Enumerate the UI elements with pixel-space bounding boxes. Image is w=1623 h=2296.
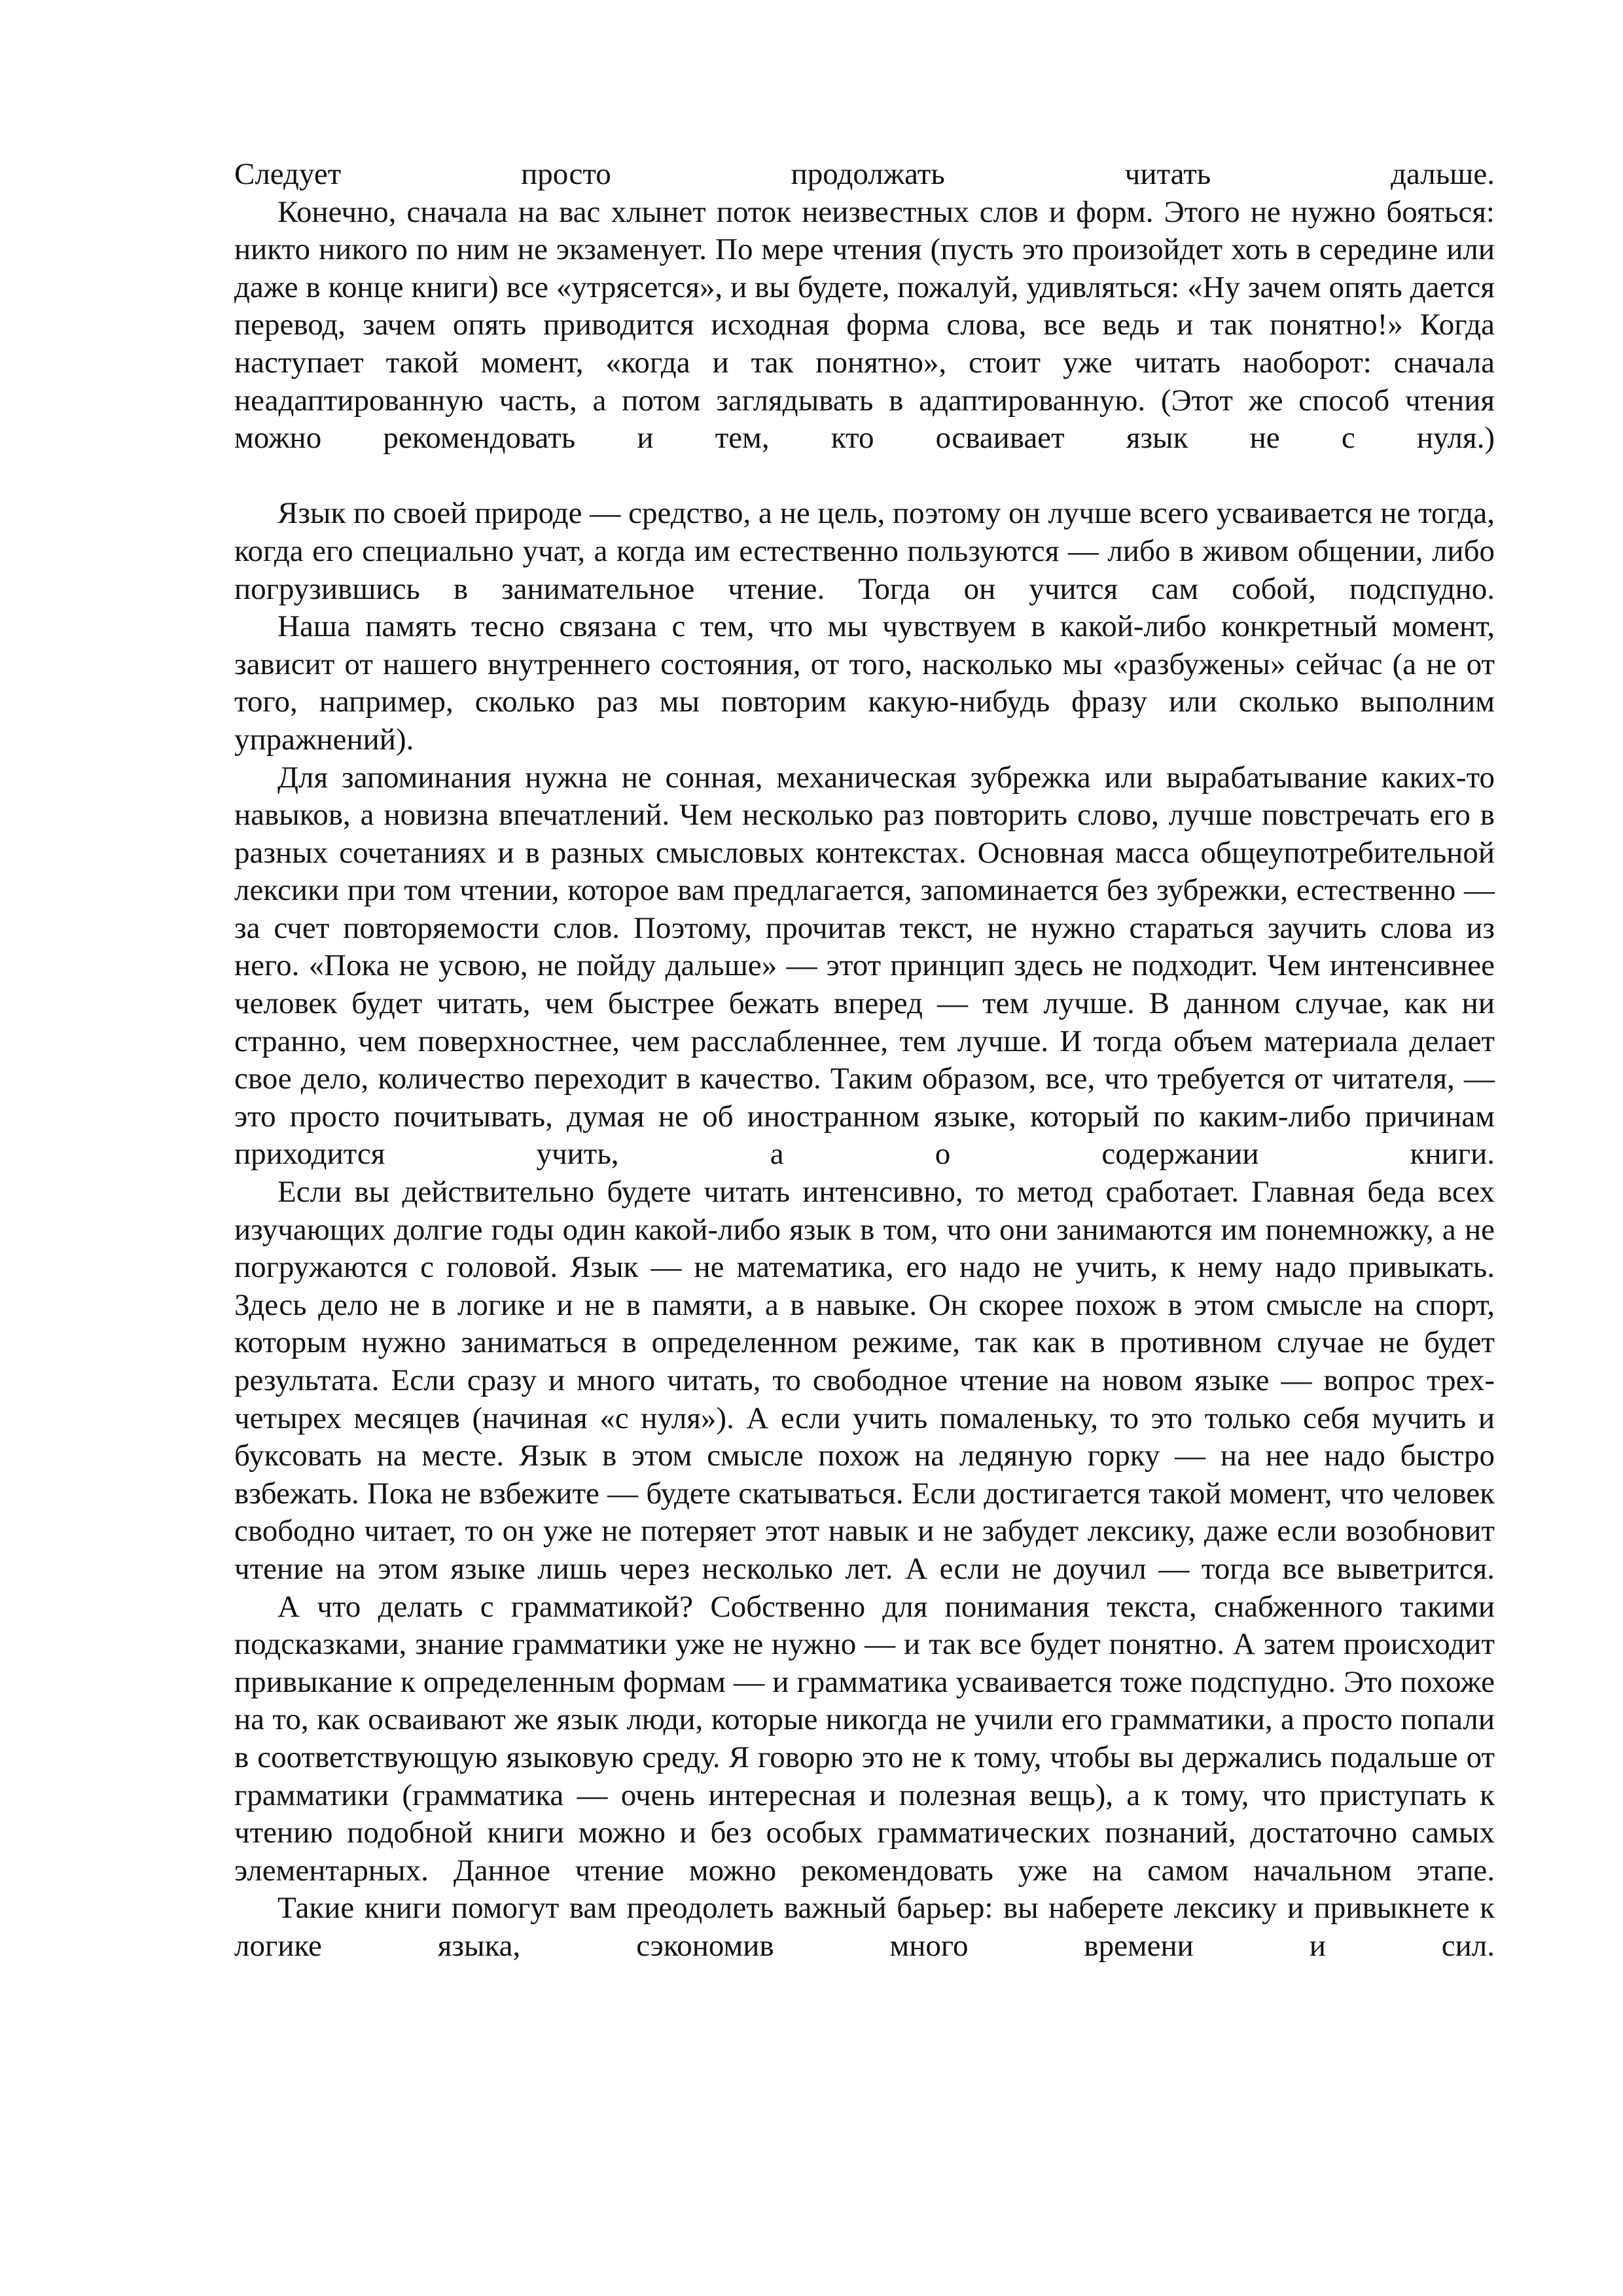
paragraph-conclusion: Такие книги помогут вам преодолеть важный барьер: вы наберете лексику и привыкнете к логике языка, сэкономив много времени и сил.	[234, 1891, 1495, 1963]
paragraph-spacer	[234, 457, 1495, 495]
paragraph-continue-reading: Следует просто продолжать читать дальше.	[234, 157, 1495, 191]
paragraph-grammar: А что делать с грамматикой? Собственно для понимания текста, снабженного такими подсказками, знание грамматики уже не нужно — и так все будет понятно. А затем происходит привыкание к определенным формам — и грамматика усваивается тоже подспудно. Это похоже на то, как осваивают же язык люди, которые никогда не учили его грамматики, а просто попали в соответствующую языковую среду. Я говорю это не к тому, чтобы вы держались подальше от грамматики (грамматика — очень интересная и полезная вещь), а к тому, что приступать к чтению подобной книги можно и без особых грамматических познаний, достаточно самых элементарных. Данное чтение можно рекомендовать уже на самом начальном этапе.	[234, 1589, 1495, 1888]
paragraph-memorization: Для запоминания нужна не сонная, механическая зубрежка или вырабатывание каких-то навыков, а новизна впечатлений. Чем несколько раз повторить слово, лучше повстречать его в разных сочетаниях и в разных смысловых контекстах. Основная масса общеупотребительной лексики при том чтении, которое вам предлагается, запоминается без зубрежки, естественно — за счет повторяемости слов. Поэтому, прочитав текст, не нужно стараться заучить слова из него. «Пока не усвою, не пойду дальше» — этот принцип здесь не подходит. Чем интенсивнее человек будет читать, чем быстрее бежать вперед — тем лучше. В данном случае, как ни странно, чем поверхностнее, чем расслабленнее, тем лучше. И тогда объем материала делает свое дело, количество переходит в качество. Таким образом, все, что требуется от читателя, — это просто почитывать, думая не об иностранном языке, который по каким-либо причинам приходится учить, а о содержании книги.	[234, 760, 1495, 1172]
paragraph-language-nature: Язык по своей природе — средство, а не цель, поэтому он лучше всего усваивается не тогда, когда его специально учат, а когда им естественно пользуются — либо в живом общении, либо погрузившись в занимательное чтение. Тогда он учится сам собой, подспудно.	[234, 496, 1495, 606]
paragraph-intensive-reading: Если вы действительно будете читать интенсивно, то метод сработает. Главная беда всех изучающих долгие годы один какой-либо язык в том, что они занимаются им понемножку, а не погружаются с головой. Язык — не математика, его надо не учить, к нему надо привыкать. Здесь дело не в логике и не в памяти, а в навыке. Он скорее похож в этом смысле на спорт, которым нужно заниматься в определенном режиме, так как в противном случае не будет результата. Если сразу и много читать, то свободное чтение на новом языке — вопрос трех-четырех месяцев (начиная «с нуля»). А если учить помаленьку, то это только себя мучить и буксовать на месте. Язык в этом смысле похож на ледяную горку — на нее надо быстро взбежать. Пока не взбежите — будете скатываться. Если достигается такой момент, что человек свободно читает, то он уже не потеряет этот навык и не забудет лексику, даже если возобновит чтение на этом языке лишь через несколько лет. А если не доучил — тогда все выветрится.	[234, 1175, 1495, 1586]
paragraph-unknown-words: Конечно, сначала на вас хлынет поток неизвестных слов и форм. Этого не нужно бояться: никто никого по ним не экзаменует. По мере чтения (пусть это произойдет хоть в середине или даже в конце книги) все «утрясется», и вы будете, пожалуй, удивляться: «Ну зачем опять дается перевод, зачем опять приводится исходная форма слова, все ведь и так понятно!» Когда наступает такой момент, «когда и так понятно», стоит уже читать наоборот: сначала неадаптированную часть, а потом заглядывать в адаптированную. (Этот же способ чтения можно рекомендовать и тем, кто осваивает язык не с нуля.)	[234, 194, 1495, 456]
paragraph-memory: Наша память тесно связана с тем, что мы чувствуем в какой-либо конкретный момент, зависит от нашего внутреннего состояния, от того, насколько мы «разбужены» сейчас (а не от того, например, сколько раз мы повторим какую-нибудь фразу или сколько выполним упражнений).	[234, 609, 1495, 757]
document-page	[234, 156, 1495, 1965]
